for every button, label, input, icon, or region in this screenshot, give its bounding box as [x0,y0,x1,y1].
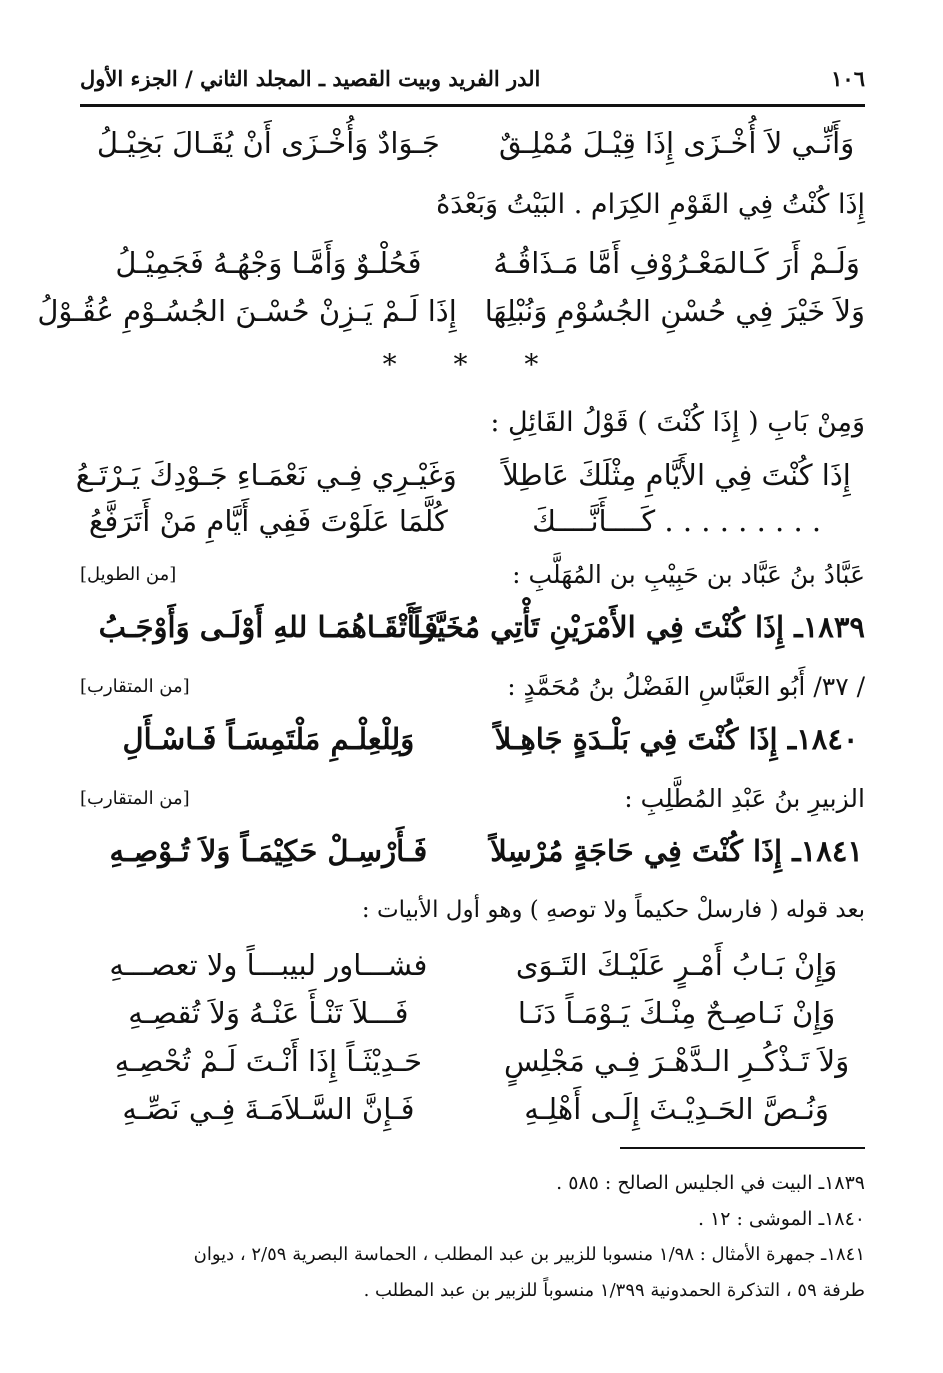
hemistich-second: فَـأَرْسِـلْ حَكِيْمَـاً وَلاَ تُـوْصِـهِ [109,834,428,868]
poet-name: عَبَّادُ بنُ عَبَّاد بن حَبِيْبِ بن المُهَلَّبِ : [512,559,865,589]
footnote-1839: ١٨٣٩ـ البيت في الجليس الصالح : ٥٨٥ . [556,1172,865,1194]
numbered-verse-1839 [80,602,865,652]
verse-line [37,286,865,336]
commentary-line: إِذَا كُنْتُ فِي القَوْمِ الكِرَام . البَيْتُ وَبَعْدَهُ [436,188,865,220]
verse-line [80,988,865,1038]
hemistich-first: وَلاَ خَيْرَ فِي حُسْنِ الجُسُوْمِ وَنُبْلِهَا [484,294,865,328]
poet-attribution [80,776,865,820]
footnote-1840: ١٨٤٠ـ الموشى : ١٢ . [697,1208,865,1230]
hemistich-first: وَلَـمْ أَرَ كَـالمَعْـرُوْفِ أَمَّا مَـذَاقُـهُ [493,246,860,280]
page-header [80,58,865,98]
hemistich-first: ١٨٣٩ـ إِذَا كُنْتَ فِي الأَمْرَيْنِ تَأْتِي مُخَيَّراً [413,610,865,644]
hemistich-second: وَلِلْعِلْـمِ مَلْتَمِسَـاً فَـاسْـأَلِ [122,722,415,756]
poet-attribution [80,664,865,708]
hemistich-first: وَلاَ تَـذْكُـرِ الـدَّهْـرَ فِـي مَجْلِسٍ [503,1044,850,1078]
hemistich-first: ١٨٤٠ـ إِذَا كُنْتَ فِي بَلْـدَةٍ جَاهِـلاً [494,722,859,756]
hemistich-second: إِذَا لَـمْ يَـزِنْ حُسْـنَ الجُسُـوْمِ عُقُـوْلُ [37,294,457,328]
hemistich-first: وَإِنْ بَـابُ أَمْـرٍ عَلَيْـكَ التَـوَى [515,948,838,982]
hemistich-first: ١٨٤١ـ إِذَا كُنْتَ فِي حَاجَةٍ مُرْسِلاً [490,834,863,868]
meter-label: [من الطويل] [80,563,177,585]
hemistich-second: فَـأَتْقَـاهُمَـا للهِ أَوْلَـى وَأَوْجَـبُ [98,610,439,644]
hemistich-second: حَـدِيْثَـاً إِذَا أَنْـتَ لَـمْ تُحْصِـهِ [114,1044,423,1078]
section-divider-stars: * * * [382,348,563,381]
hemistich-second: كُلَّمَا عَلَوْتَ فَفِي أَيَّامِ مَنْ أَتَرَفَّعُ [88,504,448,538]
numbered-verse-1841 [80,826,865,876]
poet-attribution [80,552,865,596]
hemistich-second: جَـوَادٌ وَأُخْـزَى أَنْ يُقَـالَ بَخِيْـلُ [96,126,440,160]
verse-line [75,450,865,500]
page-number: ١٠٦ [831,65,865,91]
running-title: الدر الفريد وبيت القصيد ـ المجلد الثاني / الجزء الأول [80,65,541,91]
poet-name: الزبيرِ بنُ عَبْدِ المُطَّلِبِ : [624,783,865,813]
hemistich-first: وَأَنِّـي لاَ أُخْـزَى إِذَا قِيْـلَ مُمْلِـقٌ [498,126,855,160]
verse-line [80,496,865,546]
hemistich-first: إِذَا كُنْتَ فِي الأَيَّامِ مِثْلَكَ عَاطِلاً [502,458,851,492]
footnote-1841: ١٨٤١ـ جمهرة الأمثال : ١/٩٨ منسوبا للزبير بن عبد المطلب ، الحماسة البصرية ٢/٥٩ ، ديوان [193,1244,865,1265]
meter-label: [من المتقارب] [80,675,190,697]
verse-line [80,118,865,168]
hemistich-second: فَحُلْـوٌ وَأَمَّـا وَجْهُـهُ فَجَمِيْـلُ [115,246,422,280]
hemistich-first: . . . . . . . . . كَــــأَنَّــــكَ [532,504,822,538]
verse-line [80,1084,865,1134]
meter-label: [من المتقارب] [80,787,190,809]
verse-line [80,1036,865,1086]
hemistich-first: وَإِنْ نَـاصِـحٌ مِنْـكَ يَـوْمَـاً دَنَـا [517,996,836,1030]
hemistich-second: فشـــاور لبيبـــاً ولا تعصـــهِ [109,948,428,982]
verse-line [80,238,865,288]
numbered-verse-1840 [80,714,865,764]
poet-name: / ٣٧/ أَبُو العَبَّاسِ الفَضْلُ بنُ مُحَمَّدٍ : [507,671,865,701]
hemistich-second: فَـــلاَ تَنْـأَ عَنْـهُ وَلاَ تُقصِـهِ [128,996,409,1030]
hemistich-second: فَـإِنَّ السَّـلاَمَـةَ فِـي نَصِّـهِ [122,1092,415,1126]
section-intro: بعد قوله ( فارسلْ حكيماً ولا توصهِ ) وهو أول الأبيات : [361,897,865,923]
footnote-1841-continued: طرفة ٥٩ ، التذكرة الحمدونية ١/٣٩٩ منسوباً للزبير بن عبد المطلب . [363,1280,865,1301]
header-rule [80,104,865,107]
verse-line [80,940,865,990]
footnote-rule [620,1147,865,1149]
section-intro: وَمِنْ بَابِ ( إِذَا كُنْتَ ) قَوْلُ القَائِلِ : [490,406,865,438]
hemistich-first: وَنُـصَّ الحَـدِيْـثَ إِلَـى أَهْلِـهِ [524,1092,829,1126]
hemistich-second: وَغَيْـرِي فِـي نَعْمَـاءِ جَـوْدِكَ يَـرْتَـعُ [75,458,457,492]
